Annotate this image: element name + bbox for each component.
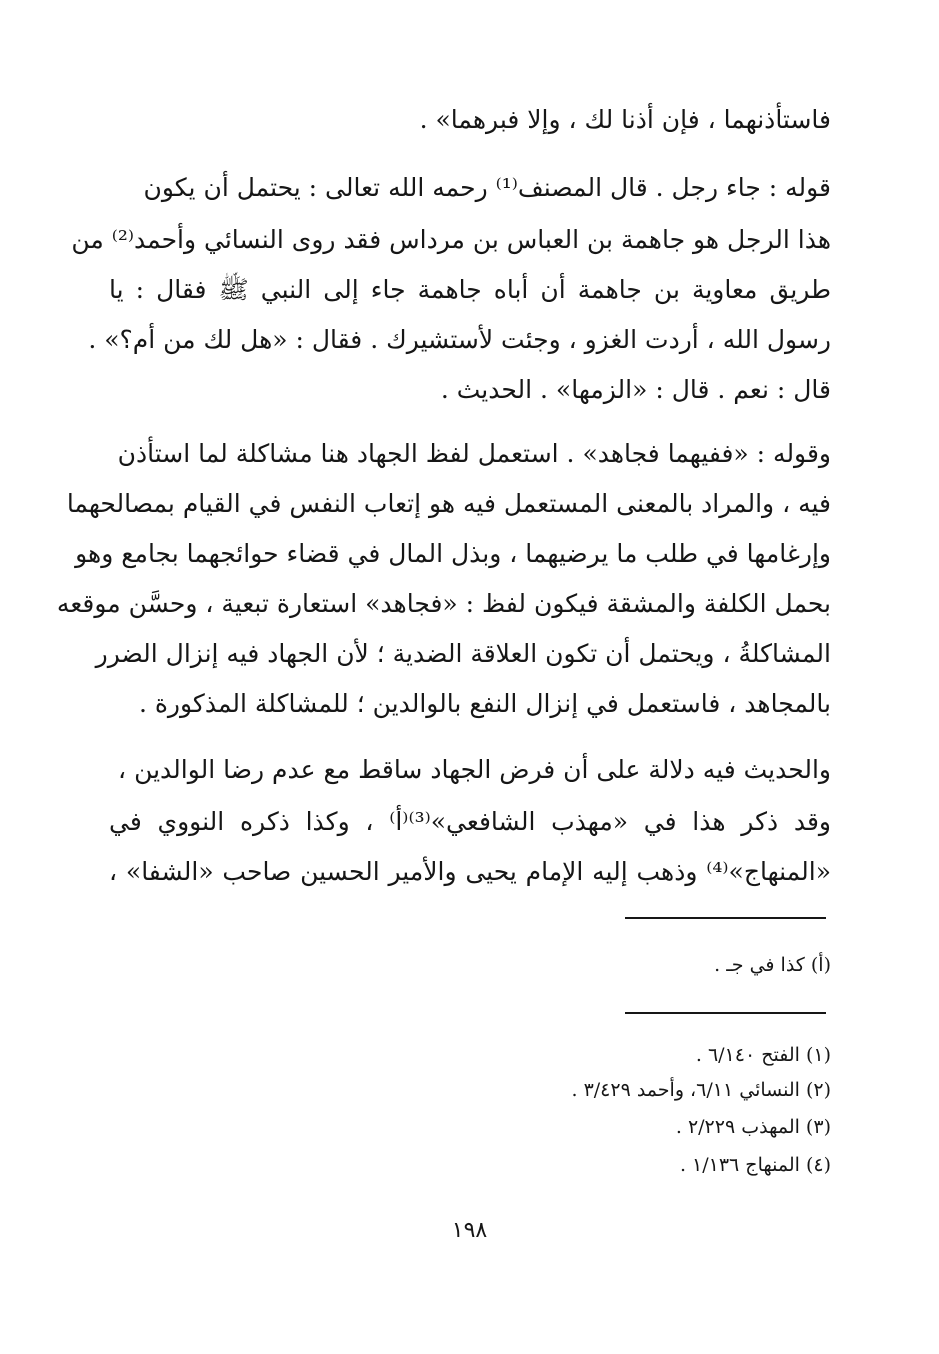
- body-line-7: وقوله : «ففيهما فجاهد» . استعمل لفظ الجهاد هنا مشاكلة لما استأذن: [117, 439, 831, 468]
- separator-rule-1: [625, 917, 826, 919]
- body-line-13: والحديث فيه دلالة على أن فرض الجهاد ساقط مع عدم رضا الوالدين ،: [118, 755, 831, 784]
- body-line-12: بالمجاهد ، فاستعمل في إنزال النفع بالوالدين ؛ للمشاكلة المذكورة .: [138, 689, 831, 718]
- page-number: ١٩٨: [451, 1218, 488, 1243]
- footnote-2: (٢) النسائي ٦/١١، وأحمد ٣/٤٢٩ .: [571, 1079, 831, 1101]
- footnote-3: (٣) المهذب ٢/٢٢٩ .: [675, 1116, 831, 1138]
- body-line-9: وإرغامها في طلب ما يرضيهما ، وبذل المال في قضاء حوائجهما بجامع وهو: [75, 539, 831, 568]
- variant-note: (أ) كذا في جـ .: [714, 954, 831, 976]
- body-line-6: قال : نعم . قال : «الزمها» . الحديث .: [440, 375, 831, 404]
- body-line-1: فاستأذنهما ، فإن أذنا لك ، وإلا فبرهما» .: [419, 105, 831, 134]
- body-line-15: «المنهاج»⁽⁴⁾ وذهب إليه الإمام يحيى والأمير الحسين صاحب «الشفا» ،: [109, 857, 831, 886]
- body-line-4: طريق معاوية بن جاهمة أن أباه جاهمة جاء إلى النبي ﷺ فقال : يا: [109, 275, 831, 304]
- body-line-2: قوله : جاء رجل . قال المصنف⁽¹⁾ رحمه الله تعالى : يحتمل أن يكون: [143, 173, 831, 202]
- body-line-5: رسول الله ، أردت الغزو ، وجئت لأستشيرك . فقال : «هل لك من أم؟» .: [88, 325, 831, 354]
- body-line-11: المشاكلةُ ، ويحتمل أن تكون العلاقة الضدية ؛ لأن الجهاد فيه إنزال الضرر: [95, 639, 831, 668]
- body-line-10: بحمل الكلفة والمشقة فيكون لفظ : «فجاهد» استعارة تبعية ، وحسَّن موقعه: [56, 589, 831, 618]
- separator-rule-2: [625, 1012, 826, 1014]
- body-line-14: وقد ذكر هذا في «مهذب الشافعي»⁽³⁾⁽أ⁾ ، وكذا ذكره النووي في: [109, 807, 831, 836]
- body-line-8: فيه ، والمراد بالمعنى المستعمل فيه هو إتعاب النفس في القيام بمصالحهما: [66, 489, 831, 518]
- body-line-3: هذا الرجل هو جاهمة بن العباس بن مرداس فقد روى النسائي وأحمد⁽²⁾ من: [71, 225, 831, 254]
- footnote-1: (١) الفتح ٦/١٤٠ .: [695, 1044, 831, 1066]
- footnote-4: (٤) المنهاج ١/١٣٦ .: [679, 1154, 831, 1176]
